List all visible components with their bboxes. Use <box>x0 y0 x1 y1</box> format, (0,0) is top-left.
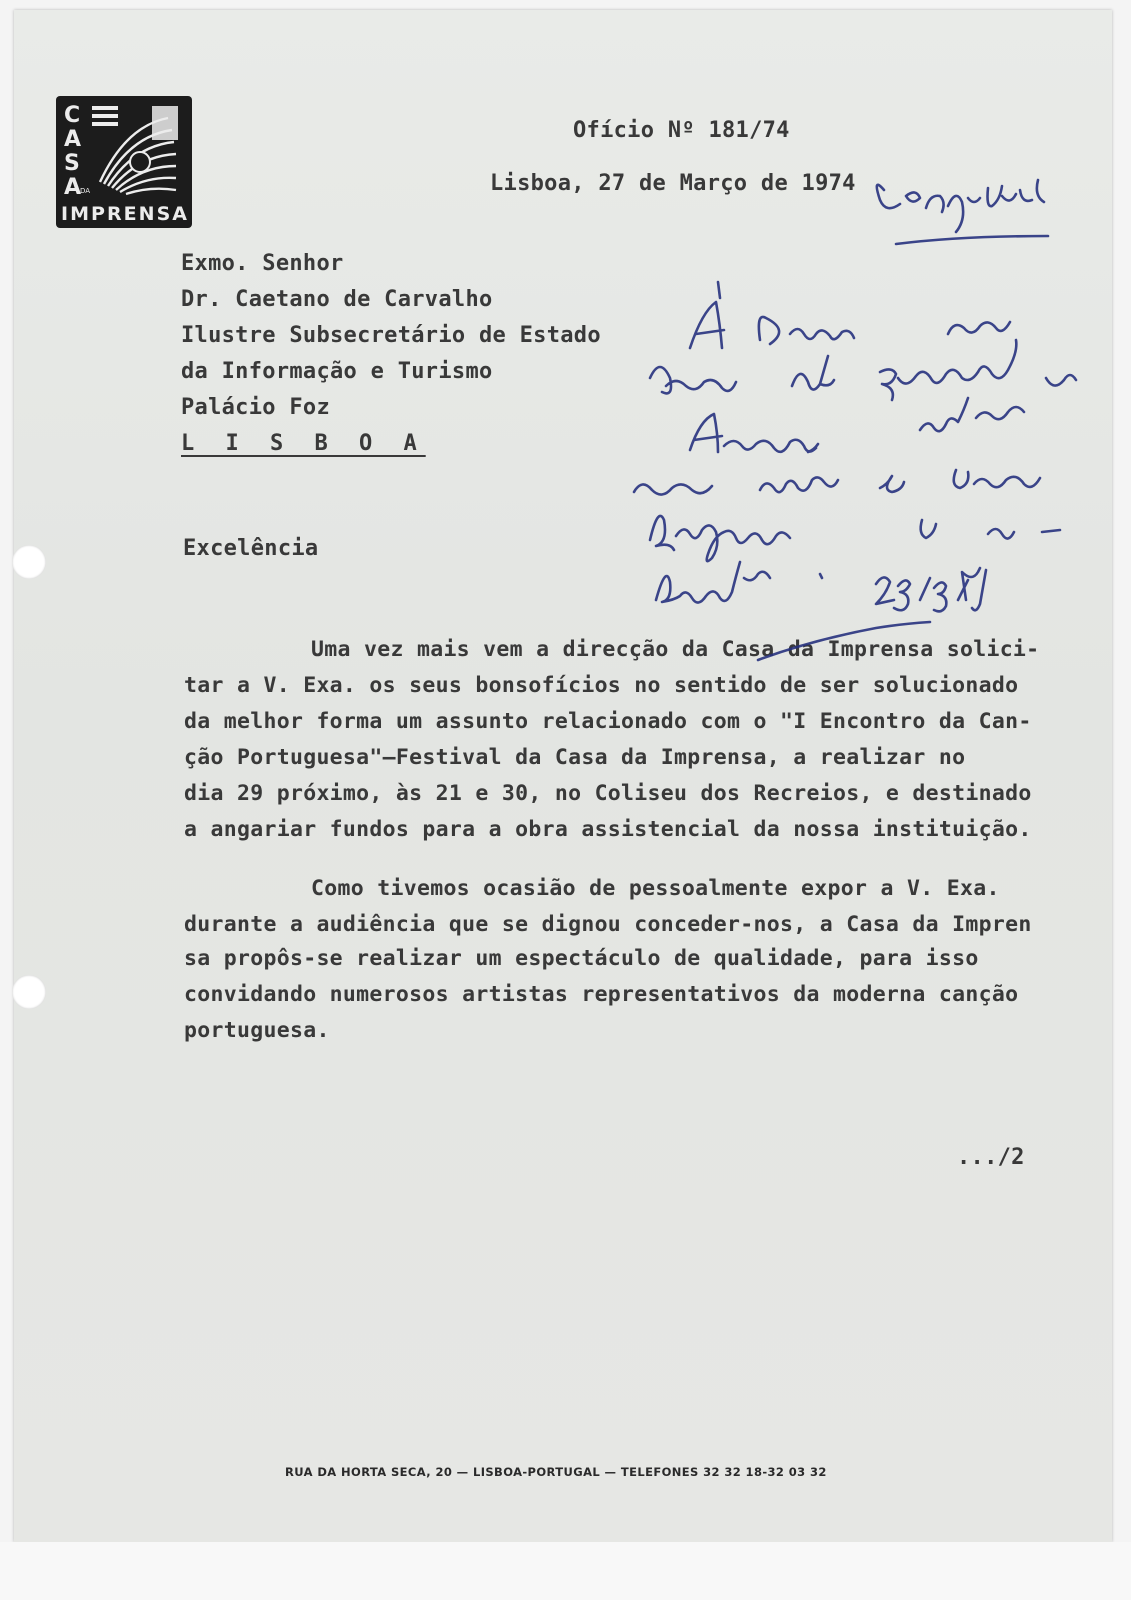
address-name: Dr. Caetano de Carvalho <box>181 287 493 312</box>
address-place: Palácio Foz <box>181 395 330 420</box>
svg-text:A: A <box>64 175 82 200</box>
punch-hole <box>12 545 46 579</box>
date-line: Lisboa, 27 de Março de 1974 <box>490 171 856 196</box>
body-line: dia 29 próximo, às 21 e 30, no Coliseu dos Recreios, e destinado <box>184 781 1032 806</box>
svg-text:IMPRENSA: IMPRENSA <box>61 203 187 225</box>
casa-da-imprensa-logo <box>56 96 192 228</box>
scan-margin <box>0 1542 1131 1600</box>
body-line: tar a V. Exa. os seus bonsofícios no sentido de ser solucionado <box>184 673 1019 698</box>
body-line: da melhor forma um assunto relacionado com o "I Encontro da Can- <box>184 709 1032 734</box>
page-continuation: .../2 <box>957 1145 1025 1170</box>
oficio-number: Ofício Nº 181/74 <box>573 118 790 143</box>
svg-text:A: A <box>64 127 82 152</box>
letter-sheet <box>14 10 1112 1542</box>
punch-hole <box>12 975 46 1009</box>
svg-text:C: C <box>64 103 81 128</box>
address-title-1: Ilustre Subsecretário de Estado <box>181 323 601 348</box>
body-line: convidando numerosos artistas representativos da moderna canção <box>184 982 1019 1007</box>
body-line: Uma vez mais vem a direcção da Casa da Imprensa solici- <box>311 637 1040 662</box>
address-salutation: Exmo. Senhor <box>181 251 344 276</box>
body-line: ção Portuguesa"—Festival da Casa da Imprensa, a realizar no <box>184 745 966 770</box>
body-line: durante a audiência que se dignou conceder-nos, a Casa da Impren <box>184 912 1032 937</box>
address-title-2: da Informação e Turismo <box>181 359 493 384</box>
body-line: portuguesa. <box>184 1018 330 1043</box>
body-line: Como tivemos ocasião de pessoalmente expor a V. Exa. <box>311 876 1000 901</box>
address-city: L I S B O A <box>181 431 426 456</box>
body-line: sa propôs-se realizar um espectáculo de qualidade, para isso <box>184 946 979 971</box>
letterhead-footer: RUA DA HORTA SECA, 20 — LISBOA-PORTUGAL — TELEFONES 32 32 18-32 03 32 <box>285 1465 827 1479</box>
body-line: a angariar fundos para a obra assistencial da nossa instituição. <box>184 817 1032 842</box>
greeting: Excelência <box>183 536 319 561</box>
svg-text:S: S <box>64 151 80 176</box>
svg-text:DA: DA <box>80 187 91 195</box>
